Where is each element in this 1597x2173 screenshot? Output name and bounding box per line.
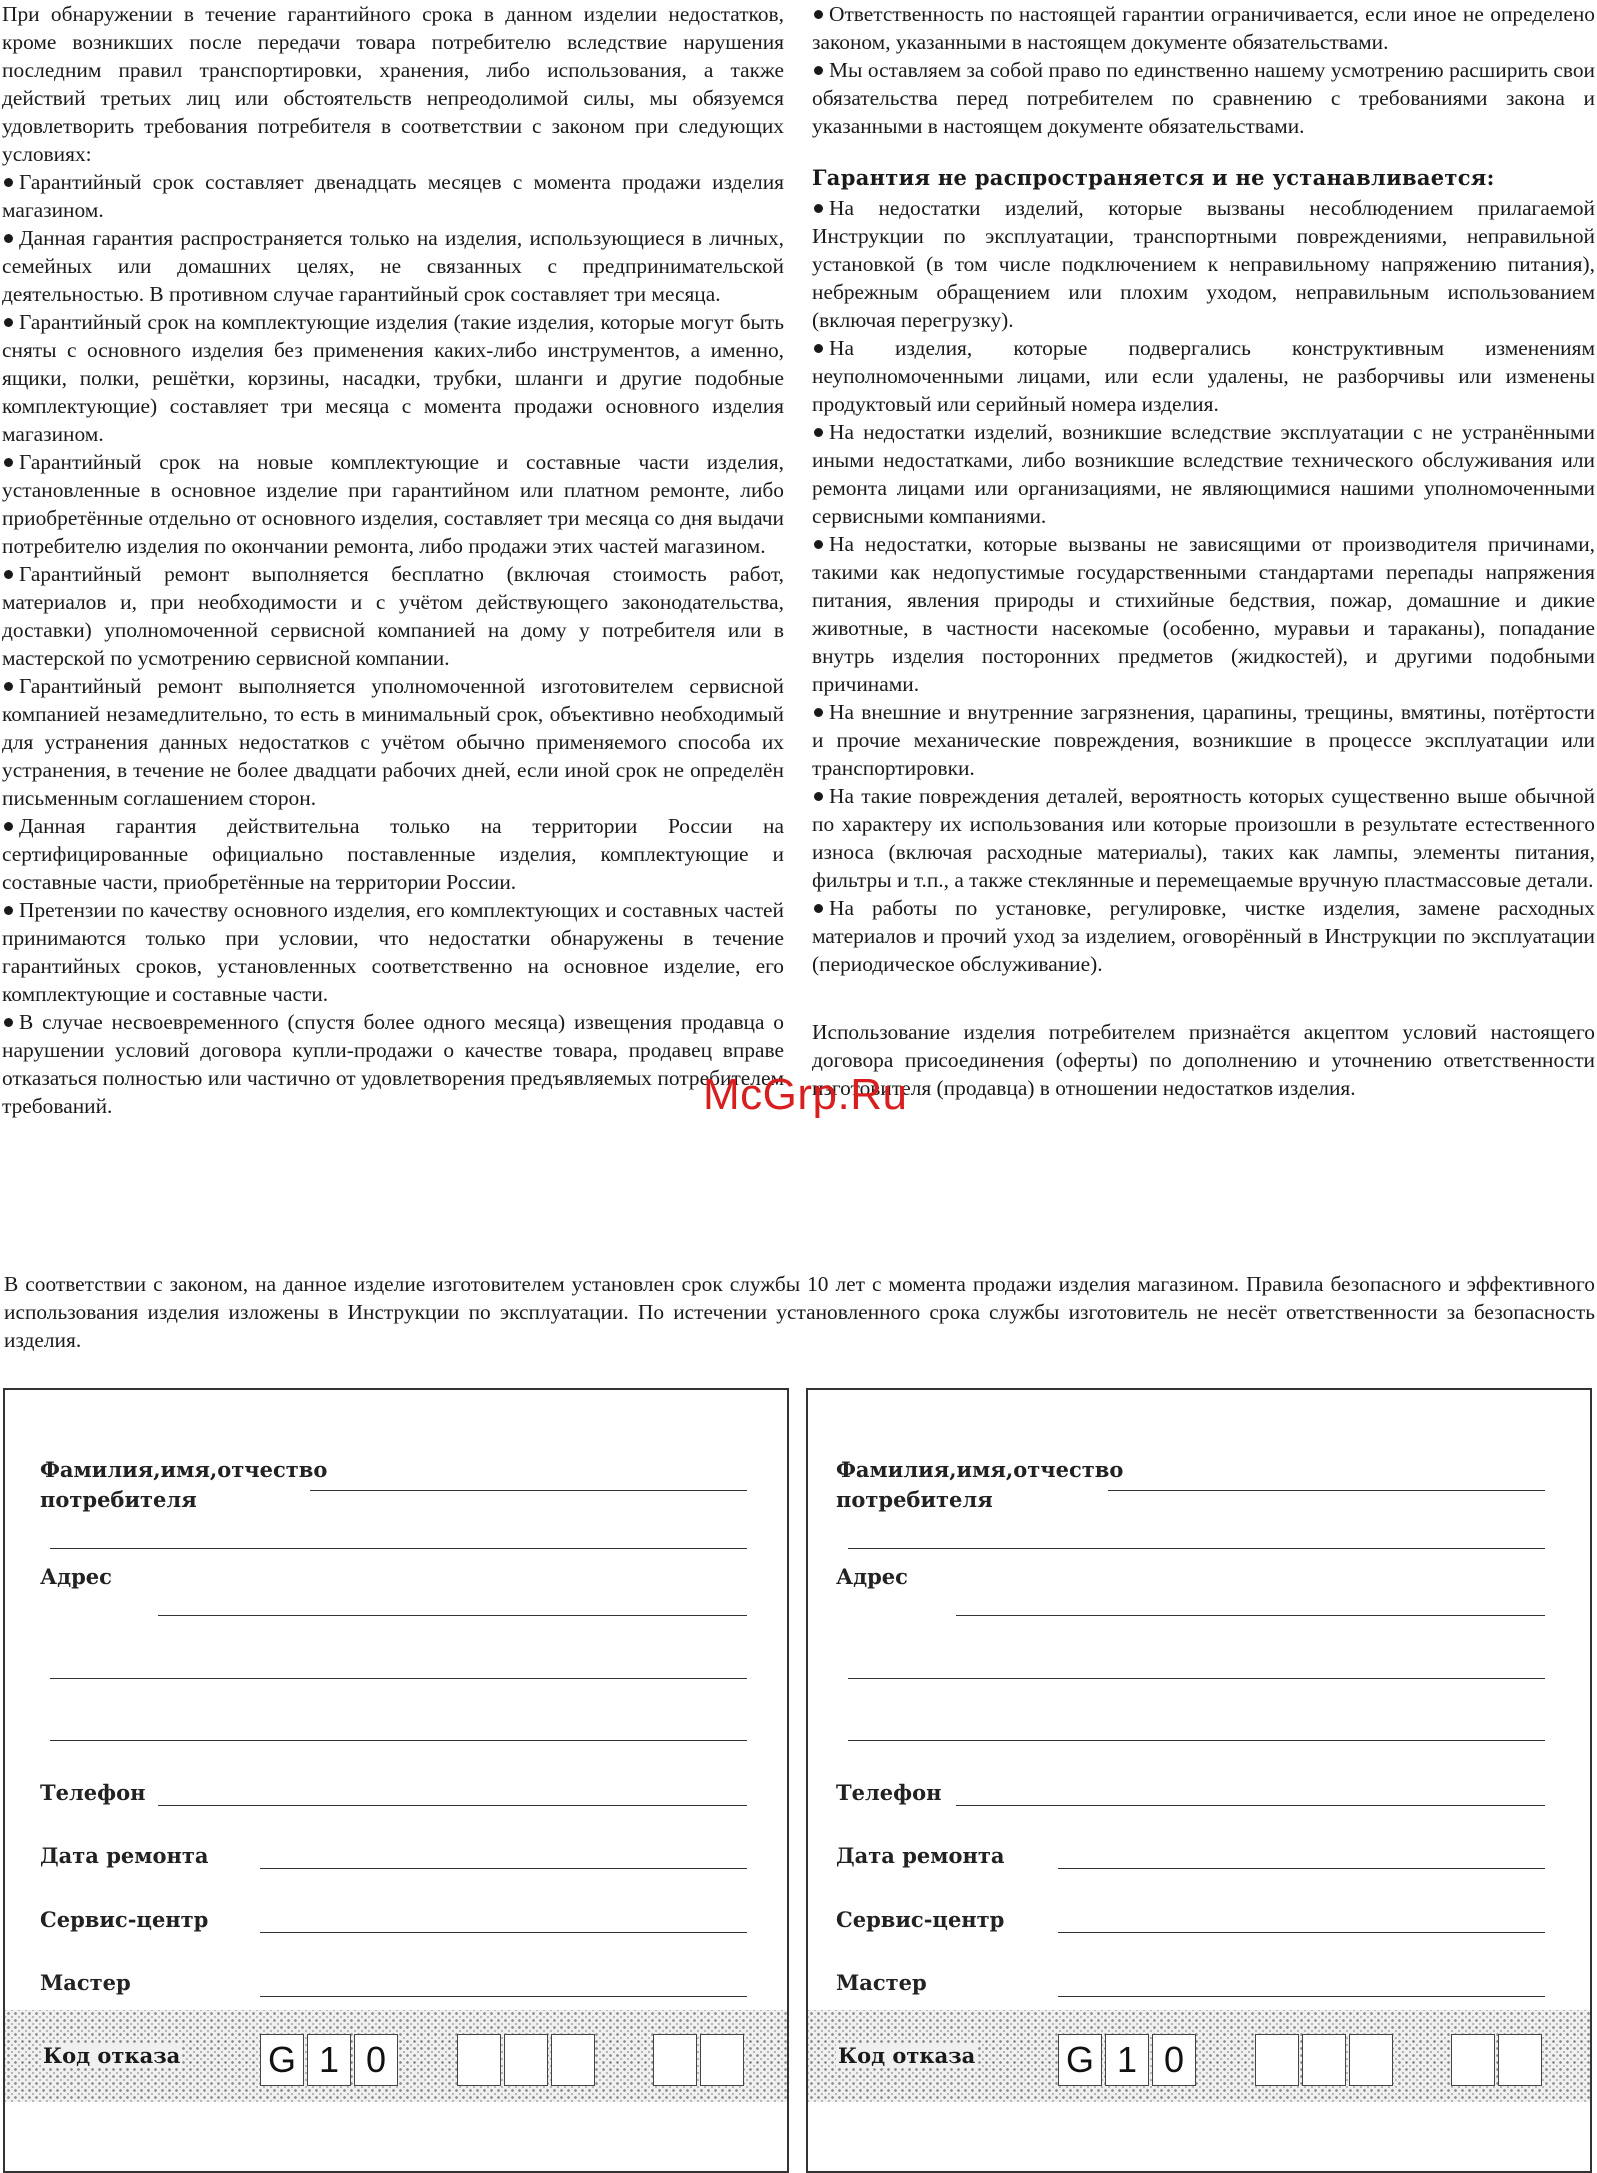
service-center-field[interactable]	[260, 1932, 747, 1933]
master-label: Мастер	[40, 1970, 131, 1995]
warranty-right-column	[812, 0, 1595, 1102]
warranty-clause: Гарантийный срок на комплектующие изделия (такие изделия, которые могут быть сняты с основного изделия без применения каких-либо инструментов, а именно, ящики, полки, решётки, корзины, насадки, трубки, шланги и другие подобные комплектующие) составляет три месяца с момента продажи основного изделия магазином.	[2, 310, 784, 446]
address-field[interactable]	[956, 1615, 1545, 1616]
service-center-label: Сервис-центр	[40, 1907, 209, 1932]
code-box[interactable]: G	[260, 2034, 304, 2086]
bullet-icon	[4, 570, 13, 579]
code-box[interactable]: 1	[1105, 2034, 1149, 2086]
customer-name-field[interactable]	[1108, 1490, 1545, 1491]
service-center-label: Сервис-центр	[836, 1907, 1005, 1932]
bullet-icon	[4, 178, 13, 187]
acceptance-paragraph: Использование изделия потребителем признаётся акцептом условий настоящего договора присоединения (оферты) по дополнению и уточнению ответственности изготовителя (продавца) в отношении недостатков изделия.	[812, 1020, 1595, 1100]
code-box[interactable]: G	[1058, 2034, 1102, 2086]
phone-field[interactable]	[956, 1805, 1545, 1806]
warranty-clause: Гарантийный срок на новые комплектующие и составные части изделия, установленные в основное изделие при гарантийном или платном ремонте, либо приобретённые отдельно от основного изделия, составляет три месяца со дня выдачи потребителю изделия по окончании ремонта, либо продажи этих частей магазином.	[2, 450, 784, 558]
warranty-clause: Данная гарантия действительна только на территории России на сертифицированные официально поставленные изделия, комплектующие и составные части, приобретённые на территории России.	[2, 814, 784, 894]
code-box[interactable]	[551, 2034, 595, 2086]
repair-date-field[interactable]	[260, 1868, 747, 1869]
warranty-clause: Претензии по качеству основного изделия, его комплектующих и составных частей принимаются только при условии, что недостатки обнаружены в течение гарантийных сроков, установленных соответственно на основное изделие, его комплектующие и составные части.	[2, 898, 784, 1006]
warranty-clause: Гарантийный срок составляет двенадцать месяцев с момента продажи изделия магазином.	[2, 170, 784, 222]
address-field-line2[interactable]	[50, 1678, 747, 1679]
failure-code-label: Код отказа	[43, 2043, 181, 2068]
address-field[interactable]	[158, 1615, 747, 1616]
code-box[interactable]	[1451, 2034, 1495, 2086]
customer-name-field[interactable]	[310, 1490, 747, 1491]
warranty-clause: Мы оставляем за собой право по единственно нашему усмотрению расширить свои обязательства перед потребителем по сравнению с требованиями закона и указанными в настоящем документе обязательствами.	[812, 58, 1595, 138]
code-box[interactable]	[504, 2034, 548, 2086]
warranty-clause: В случае несвоевременного (спустя более одного месяца) извещения продавца о нарушении условий договора купли-продажи о качестве товара, продавец вправе отказаться полностью или частично от удовлетворения предъявляемых потребителем требований.	[2, 1010, 784, 1118]
bullet-icon	[4, 318, 13, 327]
customer-label: потребителя	[40, 1487, 197, 1512]
address-label: Адрес	[836, 1564, 908, 1589]
customer-label: потребителя	[836, 1487, 993, 1512]
exclusion-clause: На недостатки, которые вызваны не зависящими от производителя причинами, такими как недопустимые государственными стандартами перепады напряжения питания, явления природы и стихийные бедствия, пожар, домашние и дикие животные, в частности насекомые (особенно, муравьи и тараканы), попадание внутрь изделия посторонних предметов (жидкостей), и другими подобными причинами.	[812, 532, 1595, 696]
exclusion-clause: На изделия, которые подвергались конструктивным изменениям неуполномоченными лицами, или если удалены, не разборчивы или изменены продуктовый или серийный номера изделия.	[812, 336, 1595, 416]
service-life-text: В соответствии с законом, на данное изделие изготовителем установлен срок службы 10 лет с момента продажи изделия магазином. Правила безопасного и эффективного использования изделия изложены в Инструкции по эксплуатации. По истечении установленного срока службы изготовитель не несёт ответственности за безопасность изделия.	[4, 1272, 1595, 1352]
repair-coupon	[806, 1388, 1592, 2173]
bullet-icon	[4, 906, 13, 915]
address-field-line2[interactable]	[848, 1678, 1545, 1679]
bullet-icon	[814, 66, 823, 75]
master-field[interactable]	[1058, 1996, 1545, 1997]
exclusion-clause: На работы по установке, регулировке, чистке изделия, замене расходных материалов и прочий уход за изделием, оговорённый в Инструкции по эксплуатации (периодическое обслуживание).	[812, 896, 1595, 976]
code-box[interactable]	[653, 2034, 697, 2086]
code-box[interactable]	[1302, 2034, 1346, 2086]
bullet-icon	[814, 428, 823, 437]
bullet-icon	[814, 10, 823, 19]
bullet-icon	[814, 540, 823, 549]
phone-field[interactable]	[158, 1805, 747, 1806]
repair-date-label: Дата ремонта	[836, 1843, 1005, 1868]
bullet-icon	[4, 682, 13, 691]
exclusion-clause: На такие повреждения деталей, вероятность которых существенно выше обычной по характеру их использования или которые произошли в результате естественного износа (включая расходные материалы), таких как лампы, элементы питания, фильтры и т.п., а также стеклянные и перемещаемые вручную пластмассовые детали.	[812, 784, 1595, 892]
bullet-icon	[4, 822, 13, 831]
bullet-icon	[4, 458, 13, 467]
warranty-clause: Ответственность по настоящей гарантии ограничивается, если иное не определено законом, указанными в настоящем документе обязательствами.	[812, 2, 1595, 54]
customer-name-field-line2[interactable]	[50, 1548, 747, 1549]
exclusion-clause: На недостатки изделий, которые вызваны несоблюдением прилагаемой Инструкции по эксплуатации, транспортными повреждениями, неправильной установкой (в том числе подключением к неправильному напряжению питания), небрежным обращением или плохим уходом, неправильным использованием (включая перегрузку).	[812, 196, 1595, 332]
bullet-icon	[4, 234, 13, 243]
master-label: Мастер	[836, 1970, 927, 1995]
bullet-icon	[814, 792, 823, 801]
warranty-clause: Гарантийный ремонт выполняется уполномоченной изготовителем сервисной компанией незамедлительно, то есть в минимальный срок, объективно необходимый для устранения данных недостатков с учётом обычно применяемого способа их устранения, в течение не более двадцати рабочих дней, если иной срок не определён письменным соглашением сторон.	[2, 674, 784, 810]
phone-label: Телефон	[40, 1780, 146, 1805]
service-center-field[interactable]	[1058, 1932, 1545, 1933]
exclusions-heading: Гарантия не распространяется и не устанавливается:	[812, 165, 1495, 190]
bullet-icon	[814, 204, 823, 213]
watermark: McGrp.Ru	[703, 1070, 908, 1119]
phone-label: Телефон	[836, 1780, 942, 1805]
failure-code-strip	[808, 2010, 1590, 2102]
code-box[interactable]: 0	[1152, 2034, 1196, 2086]
failure-code-label: Код отказа	[838, 2043, 976, 2068]
warranty-clause: Гарантийный ремонт выполняется бесплатно (включая стоимость работ, материалов и, при необходимости и с учётом действующего законодательства, доставки) уполномоченной сервисной компанией на дому у потребителя или в мастерской по усмотрению сервисной компании.	[2, 562, 784, 670]
bullet-icon	[4, 1018, 13, 1027]
warranty-left-column	[2, 0, 784, 1120]
warranty-clause: Данная гарантия распространяется только на изделия, использующиеся в личных, семейных или домашних целях, не связанных с предпринимательской деятельностью. В противном случае гарантийный срок составляет три месяца.	[2, 226, 784, 306]
address-label: Адрес	[40, 1564, 112, 1589]
code-box[interactable]: 0	[354, 2034, 398, 2086]
exclusion-clause: На недостатки изделий, возникшие вследствие эксплуатации с не устранёнными иными недостатками, либо возникшие вследствие технического обслуживания или ремонта лицами или организациями, не являющимися нашими уполномоченными сервисными компаниями.	[812, 420, 1595, 528]
code-box[interactable]	[1349, 2034, 1393, 2086]
code-box[interactable]	[457, 2034, 501, 2086]
warranty-intro: При обнаружении в течение гарантийного срока в данном изделии недостатков, кроме возникших после передачи товара потребителю вследствие нарушения последним правил транспортировки, хранения, либо использования, а также действий третьих лиц или обстоятельств непреодолимой силы, мы обязуемся удовлетворить требования потребителя в соответствии с законом при следующих условиях:	[2, 2, 784, 166]
exclusion-clause: На внешние и внутренние загрязнения, царапины, трещины, вмятины, потёртости и прочие механические повреждения, возникшие в процессе эксплуатации или транспортировки.	[812, 700, 1595, 780]
bullet-icon	[814, 344, 823, 353]
customer-name-label: Фамилия,имя,отчество	[836, 1457, 1124, 1482]
customer-name-field-line2[interactable]	[848, 1548, 1545, 1549]
code-box[interactable]	[1498, 2034, 1542, 2086]
code-box[interactable]	[1255, 2034, 1299, 2086]
code-box[interactable]: 1	[307, 2034, 351, 2086]
address-field-line3[interactable]	[848, 1740, 1545, 1741]
master-field[interactable]	[260, 1996, 747, 1997]
failure-code-strip	[5, 2010, 787, 2102]
bullet-icon	[814, 904, 823, 913]
address-field-line3[interactable]	[50, 1740, 747, 1741]
customer-name-label: Фамилия,имя,отчество	[40, 1457, 328, 1482]
code-box[interactable]	[700, 2034, 744, 2086]
service-life-notice	[4, 1270, 1595, 1354]
repair-date-field[interactable]	[1058, 1868, 1545, 1869]
repair-date-label: Дата ремонта	[40, 1843, 209, 1868]
bullet-icon	[814, 708, 823, 717]
repair-coupon	[3, 1388, 789, 2173]
